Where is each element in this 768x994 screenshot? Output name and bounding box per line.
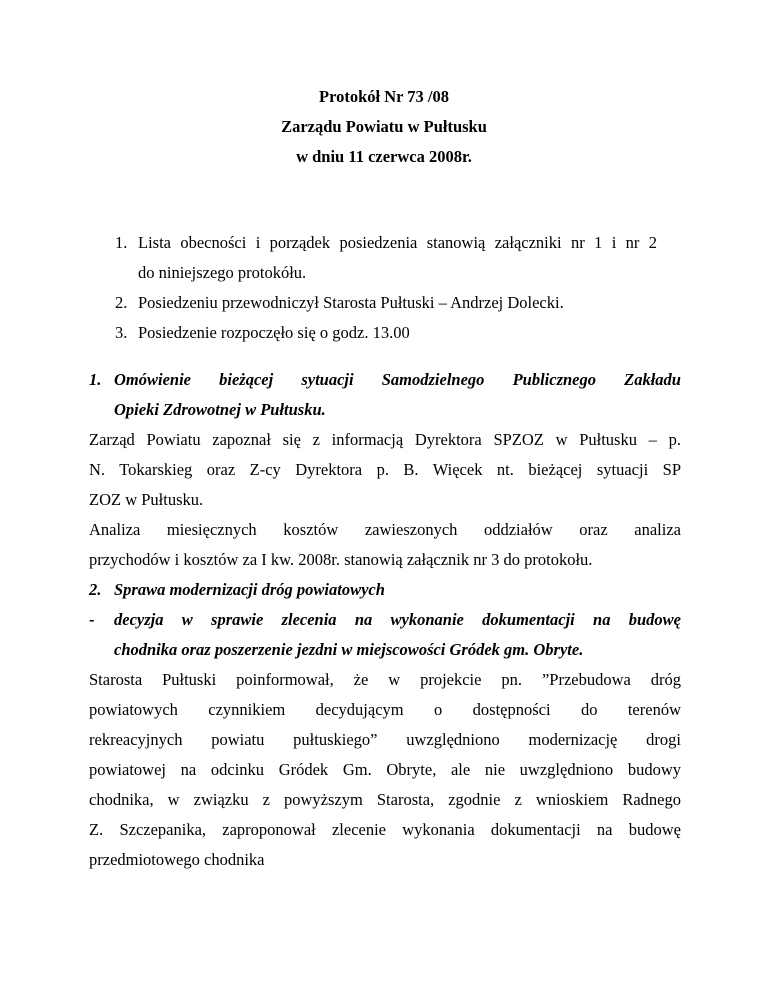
list-item-text: do niniejszego protokółu. [138, 263, 307, 282]
document-title: Protokół Nr 73 /08 [318, 87, 449, 106]
section-number: 1. [89, 370, 102, 389]
paragraph-line: przedmiotowego chodnika [89, 850, 265, 869]
section-number: 2. [89, 580, 102, 599]
list-item-text: Posiedzenie rozpoczęło się o godz. 13.00 [138, 323, 410, 342]
paragraph-line: chodnika, w związku z powyższym Starosta, zgodnie z wnioskiem Radnego [89, 790, 681, 809]
paragraph-line: przychodów i kosztów za I kw. 2008r. stanowią załącznik nr 3 do protokołu. [89, 550, 593, 569]
list-item-number: 3. [115, 323, 128, 342]
document-date: w dniu 11 czerwca 2008r. [296, 147, 472, 166]
paragraph-line: Starosta Pułtuski poinformował, że w projekcie pn. ”Przebudowa dróg [89, 670, 681, 689]
paragraph-line: powiatowej na odcinku Gródek Gm. Obryte, ale nie uwzględniono budowy [89, 760, 681, 779]
list-item-number: 2. [115, 293, 128, 312]
paragraph-line: ZOZ w Pułtusku. [89, 490, 204, 509]
section-heading: Opieki Zdrowotnej w Pułtusku. [114, 400, 326, 419]
subsection-heading: chodnika oraz poszerzenie jezdni w miejscowości Gródek gm. Obryte. [114, 640, 584, 659]
section-heading: Omówienie bieżącej sytuacji Samodzielnego Publicznego Zakładu [114, 370, 681, 389]
paragraph-line: Z. Szczepanika, zaproponował zlecenie wykonania dokumentacji na budowę [89, 820, 681, 839]
bullet-dash: - [89, 610, 95, 629]
paragraph-line: Zarząd Powiatu zapoznał się z informacją Dyrektora SPZOZ w Pułtusku – p. [89, 430, 681, 449]
section-heading: Sprawa modernizacji dróg powiatowych [114, 580, 385, 599]
paragraph-line: N. Tokarskieg oraz Z-cy Dyrektora p. B. Więcek nt. bieżącej sytuacji SP [89, 460, 681, 479]
paragraph-line: rekreacyjnych powiatu pułtuskiego” uwzględniono modernizację drogi [89, 730, 681, 749]
list-item-number: 1. [115, 233, 128, 252]
paragraph-line: powiatowych czynnikiem decydującym o dostępności do terenów [89, 700, 681, 719]
list-item-text: Posiedzeniu przewodniczył Starosta Pułtuski – Andrzej Dolecki. [138, 293, 564, 312]
document-subtitle: Zarządu Powiatu w Pułtusku [281, 117, 487, 136]
paragraph-line: Analiza miesięcznych kosztów zawieszonych oddziałów oraz analiza [89, 520, 681, 539]
list-item-text: Lista obecności i porządek posiedzenia stanowią załączniki nr 1 i nr 2 [138, 233, 657, 252]
subsection-heading: decyzja w sprawie zlecenia na wykonanie dokumentacji na budowę [114, 610, 681, 629]
